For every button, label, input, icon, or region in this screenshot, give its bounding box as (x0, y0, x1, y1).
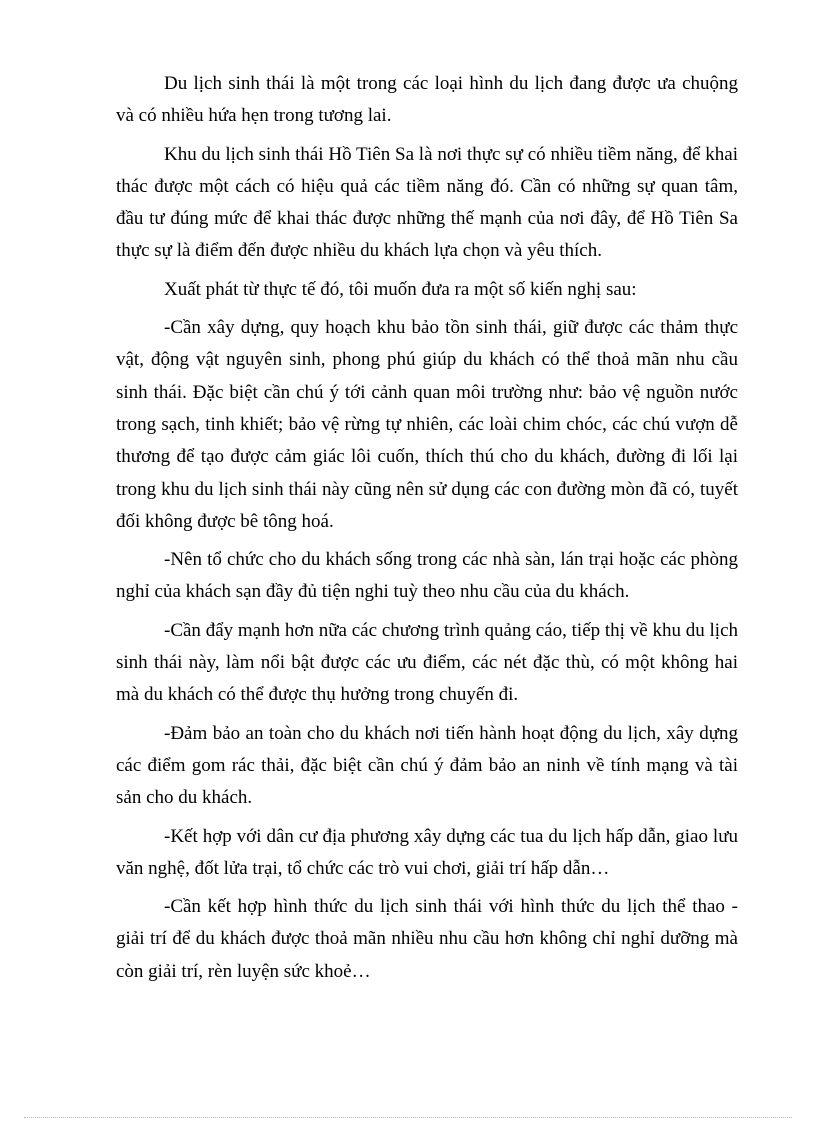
paragraph-recommendation-accommodation: -Nên tổ chức cho du khách sống trong các nhà sàn, lán trại hoặc các phòng nghỉ của khách sạn đầy đủ tiện nghi tuỳ theo nhu cầu của du khách. (116, 549, 738, 603)
paragraph-intro: Du lịch sinh thái là một trong các loại hình du lịch đang được ưa chuộng và có nhiều hứa hẹn trong tương lai. (116, 73, 738, 127)
paragraph-recommendations-lead: Xuất phát từ thực tế đó, tôi muốn đưa ra một số kiến nghị sau: (164, 278, 637, 300)
paragraph-ho-tien-sa-potential: Khu du lịch sinh thái Hồ Tiên Sa là nơi thực sự có nhiều tiềm năng, để khai thác được một cách có hiệu quả các tiềm năng đó. Cần có những sự quan tâm, đầu tư đúng mức để khai thác được những thế mạnh của nơi đây, để Hồ Tiên Sa thực sự là điểm đến được nhiều du khách lựa chọn và yêu thích. (116, 143, 738, 262)
paragraph-recommendation-local-tours: -Kết hợp với dân cư địa phương xây dựng các tua du lịch hấp dẫn, giao lưu văn nghệ, đốt lửa trại, tổ chức các trò vui chơi, giải trí hấp dẫn… (116, 825, 738, 879)
paragraph-recommendation-safety: -Đảm bảo an toàn cho du khách nơi tiến hành hoạt động du lịch, xây dựng các điểm gom rác thải, đặc biệt cần chú ý đảm bảo an ninh về tính mạng và tài sản cho du khách. (116, 722, 738, 809)
document-body (116, 68, 738, 994)
page-bottom-divider (24, 1117, 792, 1118)
paragraph-recommendation-sport-tourism: -Cần kết hợp hình thức du lịch sinh thái với hình thức du lịch thể thao - giải trí để du khách được thoả mãn nhiều nhu cầu hơn không chỉ nghỉ dưỡng mà còn giải trí, rèn luyện sức khoẻ… (116, 896, 738, 982)
paragraph-recommendation-conservation: -Cần xây dựng, quy hoạch khu bảo tồn sinh thái, giữ được các thảm thực vật, động vật nguyên sinh, phong phú giúp du khách có thể thoả mãn nhu cầu sinh thái. Đặc biệt cần chú ý tới cảnh quan môi trường như: bảo vệ nguồn nước trong sạch, tinh khiết; bảo vệ rừng tự nhiên, các loài chim chóc, các chú vượn dễ thương để tạo được cảm giác lôi cuốn, thích thú cho du khách, đường đi lối lại trong khu du lịch sinh thái này cũng nên sử dụng các con đường mòn đã có, tuyết đối không được bê tông hoá. (116, 317, 738, 532)
paragraph-recommendation-marketing: -Cần đẩy mạnh hơn nữa các chương trình quảng cáo, tiếp thị về khu du lịch sinh thái này, làm nổi bật được các ưu điểm, các nét đặc thù, có một không hai mà du khách có thể được thụ hưởng trong chuyến đi. (116, 619, 738, 706)
